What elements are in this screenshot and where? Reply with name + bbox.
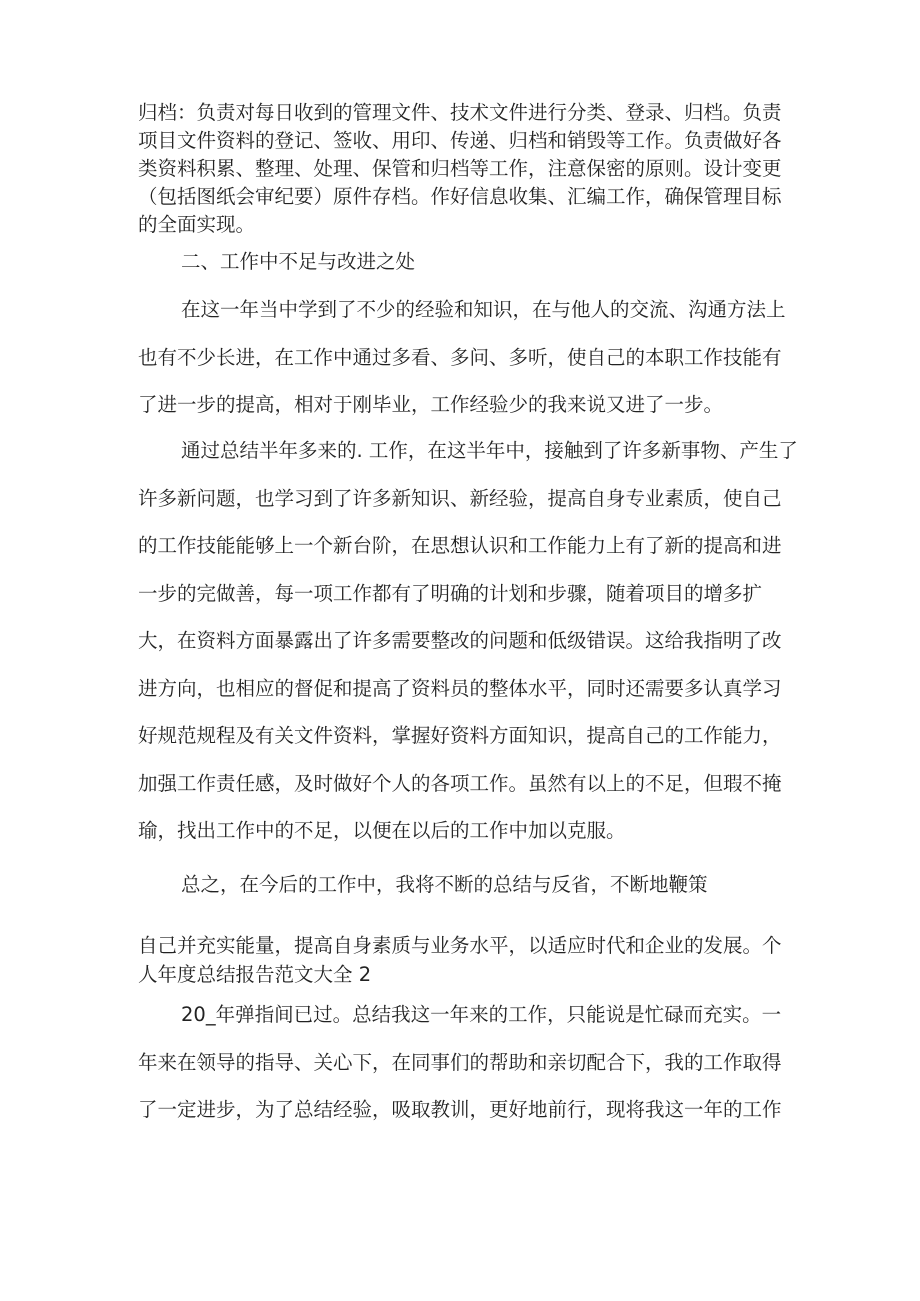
paragraph-half-year-summary: 通过总结半年多来的. 工作，在这半年中，接触到了许多新事物、产生了许多新问题，也学习到了许多新知识、新经验，提高自身专业素质，使自己的工作技能能够上一个新台阶，在思想认识和工作能力上有了新的提高和进一步的完做善，每一项工作都有了明确的计划和步骤，随着项目的增多扩大，在资料方面暴露出了许多需要整改的问题和低级错误。这给我指明了改进方向，也相应的督促和提高了资料员的整体水平，同时还需要多认真学习好规范规程及有关文件资料，掌握好资料方面知识，提高自己的工作能力，加强工作责任感，及时做好个人的各项工作。虽然有以上的不足，但瑕不掩瑜，找出工作中的不足，以便在以后的工作中加以克服。 bbox=[138, 439, 798, 842]
paragraph-archiving-duties: 归档：负责对每日收到的管理文件、技术文件进行分类、登录、归档。负责项目文件资料的登记、签收、用印、传递、归档和销毁等工作。负责做好各类资料积累、整理、处理、保管和归档等工作，注意保密的原则。设计变更（包括图纸会审纪要）原件存档。作好信息收集、汇编工作，确保管理目标的全面实现。 bbox=[138, 101, 782, 236]
paragraph-conclusion-end: 自己并充实能量，提高自身素质与业务水平，以适应时代和企业的发展。个人年度总结报告范文大全 2 bbox=[138, 934, 782, 986]
paragraph-conclusion-start: 总之，在今后的工作中，我将不断的总结与反省，不断地鞭策 bbox=[181, 873, 708, 896]
paragraph-annual-summary-intro: 20_年弹指间已过。总结我这一年来的工作，只能说是忙碌而充实。一年来在领导的指导、关心下，在同事们的帮助和亲切配合下，我的工作取得了一定进步，为了总结经验，吸取教训，更好地前行，现将我这一年的工作 bbox=[138, 1003, 782, 1121]
paragraph-experience: 在这一年当中学到了不少的经验和知识，在与他人的交流、沟通方法上也有不少长进，在工作中通过多看、多问、多听，使自己的本职工作技能有了进一步的提高，相对于刚毕业，工作经验少的我来说又进了一步。 bbox=[138, 298, 786, 416]
section-heading-shortcomings: 二、工作中不足与改进之处 bbox=[181, 250, 416, 273]
